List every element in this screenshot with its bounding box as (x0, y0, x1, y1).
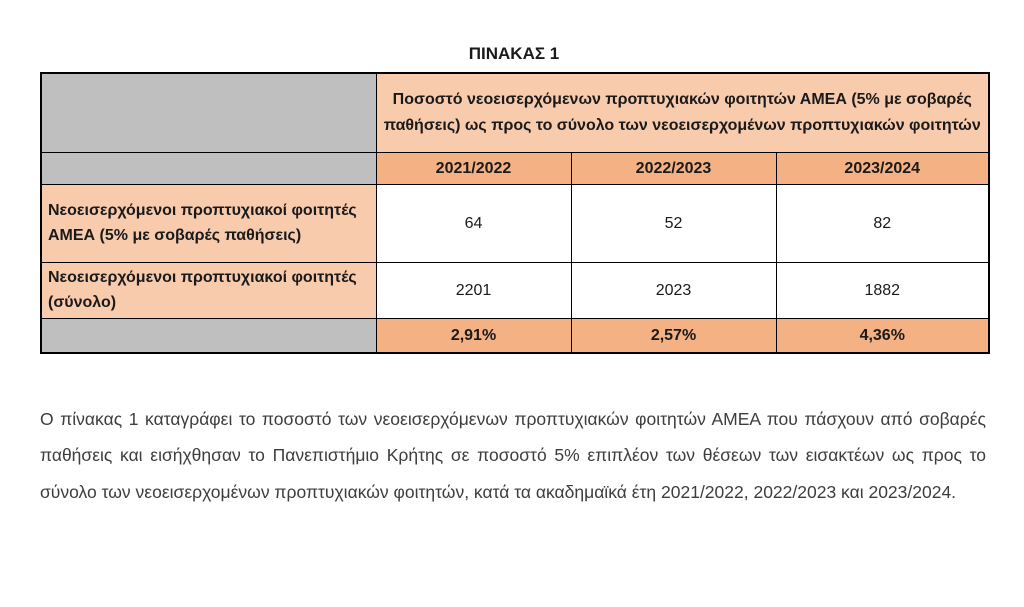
value-total-2023-2024: 1882 (776, 263, 989, 319)
percentage-row (41, 319, 989, 354)
year-header-row (41, 153, 989, 185)
row-label-amea-students: Νεοεισερχόμενοι προπτυχιακοί φοιτητές ΑΜΕΑ (5% με σοβαρές παθήσεις) (41, 185, 376, 263)
percentage-2021-2022: 2,91% (376, 319, 571, 354)
row-label-total-students: Νεοεισερχόμενοι προπτυχιακοί φοιτητές (σύνολο) (41, 263, 376, 319)
table-description-paragraph: Ο πίνακας 1 καταγράφει το ποσοστό των νεοεισερχόμενων προπτυχιακών φοιτητών ΑΜΕΑ που πάσχουν από σοβαρές παθήσεις και εισήχθησαν το Πανεπιστήμιο Κρήτης σε ποσοστό 5% επιπλέον των θέσεων των εισακτέων ως προς το σύνολο των νεοεισερχομένων προπτυχιακών φοιτητών, κατά τα ακαδημαϊκά έτη 2021/2022, 2022/2023 και 2023/2024. (40, 408, 986, 502)
value-amea-2022-2023: 52 (571, 185, 776, 263)
table-row-total-students (41, 263, 989, 319)
table-header-row (41, 73, 989, 153)
percentage-2023-2024: 4,36% (776, 319, 989, 354)
year-row-empty-cell (41, 153, 376, 185)
year-header-2023-2024: 2023/2024 (776, 153, 989, 185)
percentage-2022-2023: 2,57% (571, 319, 776, 354)
value-amea-2023-2024: 82 (776, 185, 989, 263)
year-header-2021-2022: 2021/2022 (376, 153, 571, 185)
percentage-row-empty-cell (41, 319, 376, 354)
data-table (40, 72, 990, 354)
table-title: ΠΙΝΑΚΑΣ 1 (468, 44, 560, 63)
value-amea-2021-2022: 64 (376, 185, 571, 263)
corner-empty-cell (41, 73, 376, 153)
year-header-2022-2023: 2022/2023 (571, 153, 776, 185)
value-total-2022-2023: 2023 (571, 263, 776, 319)
table-row-amea-students (41, 185, 989, 263)
merged-header-cell: Ποσοστό νεοεισερχόμενων προπτυχιακών φοιτητών ΑΜΕΑ (5% με σοβαρές παθήσεις) ως προς το σύνολο των νεοεισερχομένων προπτυχιακών φοιτητών (376, 73, 989, 153)
value-total-2021-2022: 2201 (376, 263, 571, 319)
